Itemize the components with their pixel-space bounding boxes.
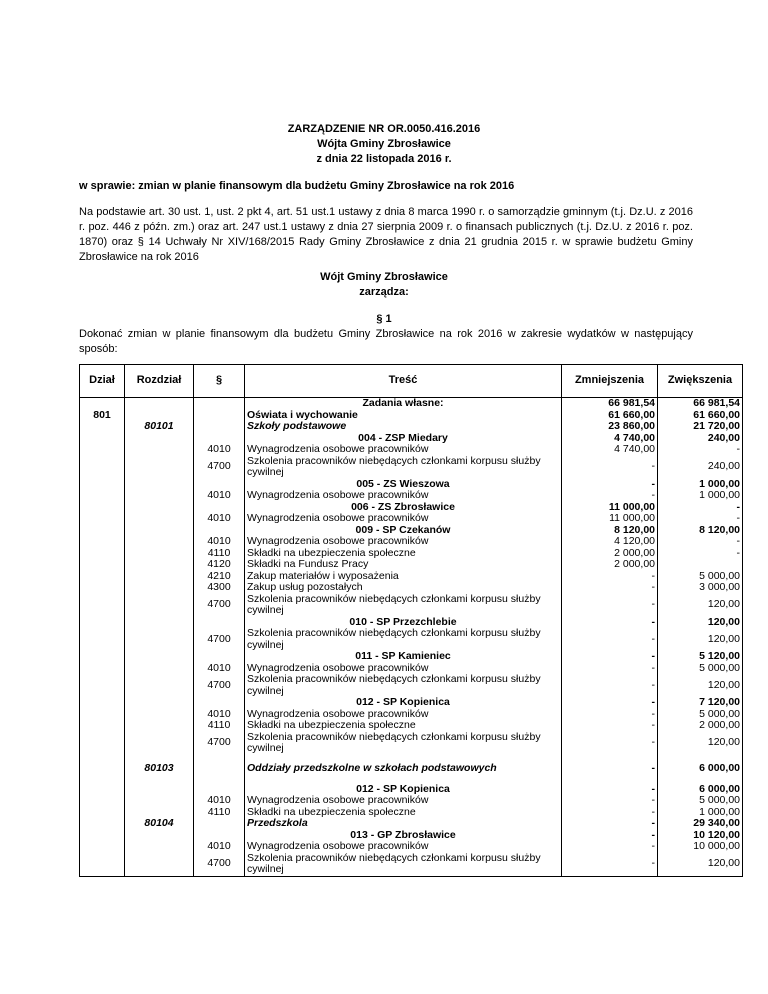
cell-rozdzial <box>125 720 194 732</box>
table-row <box>80 444 743 456</box>
cell-zmniejszenia: 23 860,00 <box>562 421 658 433</box>
table-row <box>80 525 743 537</box>
cell-zmniejszenia: - <box>562 617 658 629</box>
cell-paragraf <box>194 784 245 796</box>
header-dzial: Dział <box>80 365 125 398</box>
cell-tresc: Zadania własne: <box>245 398 562 410</box>
cell-zmniejszenia: - <box>562 709 658 721</box>
cell-zmniejszenia: - <box>562 571 658 583</box>
table-row <box>80 513 743 525</box>
cell-zmniejszenia: - <box>562 663 658 675</box>
table-row <box>80 853 743 877</box>
cell-paragraf <box>194 410 245 422</box>
cell-zwiekszenia: 240,00 <box>658 456 743 479</box>
table-row <box>80 536 743 548</box>
cell-zwiekszenia: 66 981,54 <box>658 398 743 410</box>
cell-tresc: Zakup materiałów i wyposażenia <box>245 571 562 583</box>
cell-dzial <box>80 784 125 796</box>
cell-tresc: Wynagrodzenia osobowe pracowników <box>245 513 562 525</box>
cell-zwiekszenia: 10 000,00 <box>658 841 743 853</box>
cell-tresc: Składki na ubezpieczenia społeczne <box>245 720 562 732</box>
cell-tresc: Składki na Fundusz Pracy <box>245 559 562 571</box>
cell-zwiekszenia: 120,00 <box>658 674 743 697</box>
cell-zwiekszenia: 5 000,00 <box>658 571 743 583</box>
cell-rozdzial <box>125 663 194 675</box>
cell-zwiekszenia: 2 000,00 <box>658 720 743 732</box>
cell-zwiekszenia: 21 720,00 <box>658 421 743 433</box>
cell-zmniejszenia: 8 120,00 <box>562 525 658 537</box>
document-date: z dnia 22 listopada 2016 r. <box>316 153 452 165</box>
cell-dzial <box>80 818 125 830</box>
cell-zmniejszenia: - <box>562 784 658 796</box>
cell-zwiekszenia: 1 000,00 <box>658 490 743 502</box>
cell-dzial: 801 <box>80 410 125 422</box>
cell-dzial <box>80 841 125 853</box>
table-row <box>80 582 743 594</box>
document-title: ZARZĄDZENIE NR OR.0050.416.2016 <box>287 123 481 135</box>
cell-zwiekszenia: - <box>658 444 743 456</box>
cell-zwiekszenia: - <box>658 548 743 560</box>
cell-zwiekszenia: 7 120,00 <box>658 697 743 709</box>
table-row <box>80 628 743 651</box>
cell-paragraf: 4010 <box>194 795 245 807</box>
cell-dzial <box>80 674 125 697</box>
cell-rozdzial <box>125 525 194 537</box>
cell-rozdzial <box>125 709 194 721</box>
cell-paragraf: 4700 <box>194 674 245 697</box>
cell-tresc: Oddziały przedszkolne w szkołach podstawowych <box>245 755 562 784</box>
cell-dzial <box>80 513 125 525</box>
cell-tresc: Szkoły podstawowe <box>245 421 562 433</box>
cell-zwiekszenia: 120,00 <box>658 628 743 651</box>
cell-paragraf <box>194 433 245 445</box>
table-row <box>80 571 743 583</box>
cell-zmniejszenia: - <box>562 651 658 663</box>
table-row <box>80 433 743 445</box>
table-row <box>80 479 743 491</box>
cell-paragraf <box>194 421 245 433</box>
cell-zmniejszenia: 4 740,00 <box>562 433 658 445</box>
cell-zmniejszenia: 2 000,00 <box>562 548 658 560</box>
cell-paragraf: 4010 <box>194 490 245 502</box>
cell-rozdzial <box>125 548 194 560</box>
cell-rozdzial <box>125 433 194 445</box>
cell-paragraf <box>194 525 245 537</box>
table-row <box>80 732 743 755</box>
cell-dzial <box>80 433 125 445</box>
table-row <box>80 456 743 479</box>
table-row <box>80 755 743 784</box>
table-row <box>80 490 743 502</box>
cell-dzial <box>80 444 125 456</box>
header-zwiekszenia: Zwiększenia <box>658 365 743 398</box>
cell-paragraf: 4300 <box>194 582 245 594</box>
cell-zmniejszenia: - <box>562 456 658 479</box>
cell-rozdzial <box>125 398 194 410</box>
header-paragraf: § <box>194 365 245 398</box>
cell-dzial <box>80 594 125 617</box>
cell-rozdzial: 80101 <box>125 421 194 433</box>
cell-rozdzial <box>125 456 194 479</box>
budget-table-body <box>80 398 743 877</box>
table-row <box>80 720 743 732</box>
table-row <box>80 818 743 830</box>
cell-zwiekszenia: 5 120,00 <box>658 651 743 663</box>
cell-tresc: Oświata i wychowanie <box>245 410 562 422</box>
cell-paragraf: 4010 <box>194 513 245 525</box>
table-row <box>80 663 743 675</box>
cell-rozdzial <box>125 830 194 842</box>
cell-rozdzial <box>125 732 194 755</box>
cell-rozdzial <box>125 807 194 819</box>
cell-tresc: Zakup usług pozostałych <box>245 582 562 594</box>
cell-tresc: 012 - SP Kopienica <box>245 697 562 709</box>
orders-line-2: zarządza: <box>359 286 409 298</box>
cell-paragraf <box>194 398 245 410</box>
cell-zmniejszenia: 4 120,00 <box>562 536 658 548</box>
cell-dzial <box>80 732 125 755</box>
table-row <box>80 784 743 796</box>
cell-tresc: Szkolenia pracowników niebędących członkami korpusu służby cywilnej <box>245 732 562 755</box>
document-issuer: Wójta Gminy Zbrosławice <box>317 138 451 150</box>
cell-zmniejszenia: 11 000,00 <box>562 513 658 525</box>
cell-rozdzial <box>125 853 194 877</box>
cell-zwiekszenia: 6 000,00 <box>658 784 743 796</box>
cell-dzial <box>80 479 125 491</box>
cell-dzial <box>80 755 125 784</box>
cell-dzial <box>80 663 125 675</box>
cell-zmniejszenia: 66 981,54 <box>562 398 658 410</box>
cell-paragraf: 4010 <box>194 709 245 721</box>
cell-zwiekszenia: 8 120,00 <box>658 525 743 537</box>
cell-zmniejszenia: 11 000,00 <box>562 502 658 514</box>
cell-dzial <box>80 651 125 663</box>
cell-zwiekszenia: 10 120,00 <box>658 830 743 842</box>
cell-dzial <box>80 536 125 548</box>
cell-tresc: 012 - SP Kopienica <box>245 784 562 796</box>
cell-paragraf <box>194 479 245 491</box>
cell-paragraf <box>194 617 245 629</box>
cell-dzial <box>80 582 125 594</box>
cell-paragraf: 4010 <box>194 444 245 456</box>
header-zmniejszenia: Zmniejszenia <box>562 365 658 398</box>
cell-rozdzial <box>125 559 194 571</box>
cell-tresc: Szkolenia pracowników niebędących członkami korpusu służby cywilnej <box>245 594 562 617</box>
cell-paragraf: 4700 <box>194 628 245 651</box>
cell-paragraf: 4700 <box>194 594 245 617</box>
cell-dzial <box>80 807 125 819</box>
cell-zmniejszenia: - <box>562 818 658 830</box>
cell-rozdzial <box>125 479 194 491</box>
cell-paragraf: 4210 <box>194 571 245 583</box>
table-row <box>80 795 743 807</box>
header-rozdzial: Rozdział <box>125 365 194 398</box>
cell-zmniejszenia: - <box>562 697 658 709</box>
cell-zmniejszenia: - <box>562 795 658 807</box>
cell-tresc: 004 - ZSP Miedary <box>245 433 562 445</box>
cell-dzial <box>80 525 125 537</box>
table-row <box>80 830 743 842</box>
cell-dzial <box>80 456 125 479</box>
cell-zmniejszenia: - <box>562 755 658 784</box>
header-tresc: Treść <box>245 365 562 398</box>
paragraph-number: § 1 <box>376 313 392 325</box>
cell-zmniejszenia: - <box>562 807 658 819</box>
orders-line-1: Wójt Gminy Zbrosławice <box>320 271 448 283</box>
cell-dzial <box>80 709 125 721</box>
cell-zwiekszenia: 61 660,00 <box>658 410 743 422</box>
cell-paragraf <box>194 697 245 709</box>
cell-rozdzial <box>125 594 194 617</box>
cell-zmniejszenia: - <box>562 841 658 853</box>
cell-zmniejszenia: - <box>562 853 658 877</box>
cell-dzial <box>80 830 125 842</box>
cell-paragraf: 4700 <box>194 853 245 877</box>
orders-block <box>0 270 768 300</box>
table-row <box>80 617 743 629</box>
cell-tresc: Wynagrodzenia osobowe pracowników <box>245 841 562 853</box>
table-row <box>80 674 743 697</box>
cell-zwiekszenia: - <box>658 513 743 525</box>
cell-paragraf: 4110 <box>194 548 245 560</box>
table-row <box>80 548 743 560</box>
cell-rozdzial <box>125 795 194 807</box>
cell-tresc: 005 - ZS Wieszowa <box>245 479 562 491</box>
cell-dzial <box>80 720 125 732</box>
cell-zwiekszenia <box>658 559 743 571</box>
cell-rozdzial <box>125 674 194 697</box>
cell-zmniejszenia: - <box>562 628 658 651</box>
cell-zmniejszenia: 61 660,00 <box>562 410 658 422</box>
cell-zwiekszenia: 29 340,00 <box>658 818 743 830</box>
cell-tresc: 010 - SP Przezchlebie <box>245 617 562 629</box>
cell-paragraf <box>194 502 245 514</box>
cell-zwiekszenia: 120,00 <box>658 594 743 617</box>
intro-text: Dokonać zmian w planie finansowym dla budżetu Gminy Zbrosławice na rok 2016 w zakresie wydatków w następujący sposób: <box>79 328 693 355</box>
cell-tresc: Wynagrodzenia osobowe pracowników <box>245 536 562 548</box>
cell-zmniejszenia: - <box>562 582 658 594</box>
cell-rozdzial <box>125 784 194 796</box>
cell-tresc: Szkolenia pracowników niebędących członkami korpusu służby cywilnej <box>245 853 562 877</box>
table-row <box>80 709 743 721</box>
cell-paragraf: 4110 <box>194 720 245 732</box>
table-header-row <box>80 365 743 398</box>
cell-paragraf: 4010 <box>194 536 245 548</box>
table-row <box>80 559 743 571</box>
cell-zmniejszenia: 4 740,00 <box>562 444 658 456</box>
table-row <box>80 410 743 422</box>
cell-rozdzial <box>125 841 194 853</box>
cell-rozdzial <box>125 582 194 594</box>
table-row <box>80 398 743 410</box>
cell-rozdzial <box>125 536 194 548</box>
cell-tresc: Składki na ubezpieczenia społeczne <box>245 807 562 819</box>
cell-rozdzial <box>125 502 194 514</box>
table-row <box>80 841 743 853</box>
cell-paragraf <box>194 818 245 830</box>
cell-dzial <box>80 421 125 433</box>
cell-paragraf <box>194 755 245 784</box>
cell-dzial <box>80 697 125 709</box>
cell-dzial <box>80 559 125 571</box>
cell-rozdzial <box>125 513 194 525</box>
cell-dzial <box>80 853 125 877</box>
cell-rozdzial <box>125 410 194 422</box>
cell-tresc: Wynagrodzenia osobowe pracowników <box>245 663 562 675</box>
cell-dzial <box>80 502 125 514</box>
table-row <box>80 697 743 709</box>
cell-zwiekszenia: 5 000,00 <box>658 663 743 675</box>
cell-zwiekszenia: - <box>658 536 743 548</box>
cell-rozdzial: 80103 <box>125 755 194 784</box>
table-row <box>80 807 743 819</box>
cell-dzial <box>80 617 125 629</box>
cell-rozdzial <box>125 628 194 651</box>
cell-paragraf <box>194 830 245 842</box>
cell-dzial <box>80 398 125 410</box>
cell-rozdzial <box>125 651 194 663</box>
cell-paragraf: 4700 <box>194 732 245 755</box>
cell-rozdzial <box>125 617 194 629</box>
cell-zwiekszenia: 240,00 <box>658 433 743 445</box>
cell-rozdzial <box>125 571 194 583</box>
cell-zmniejszenia: - <box>562 830 658 842</box>
cell-zmniejszenia: - <box>562 674 658 697</box>
cell-zmniejszenia: - <box>562 594 658 617</box>
cell-tresc: Wynagrodzenia osobowe pracowników <box>245 444 562 456</box>
cell-zwiekszenia: - <box>658 502 743 514</box>
cell-tresc: 006 - ZS Zbrosławice <box>245 502 562 514</box>
legal-basis: Na podstawie art. 30 ust. 1, ust. 2 pkt 4, art. 51 ust.1 ustawy z dnia 8 marca 1990 r. o samorządzie gminnym (t.j. Dz.U. z 2016 r. poz. 446 z późn. zm.) oraz art. 247 ust.1 ustawy z dnia 27 sierpnia 2009 r. o finansach publicznych (t.j. Dz.U. z 2016 r. poz. 1870) oraz § 14 Uchwały Nr XIV/168/2015 Rady Gminy Zbrosławice z dnia 21 grudnia 2015 r. w sprawie budżetu Gminy Zbrosławice na rok 2016 <box>79 206 693 263</box>
cell-rozdzial <box>125 490 194 502</box>
cell-dzial <box>80 628 125 651</box>
document-header <box>0 122 768 167</box>
cell-tresc: Przedszkola <box>245 818 562 830</box>
cell-zwiekszenia: 120,00 <box>658 853 743 877</box>
cell-zwiekszenia: 1 000,00 <box>658 807 743 819</box>
cell-zmniejszenia: - <box>562 490 658 502</box>
cell-tresc: Szkolenia pracowników niebędących członkami korpusu służby cywilnej <box>245 628 562 651</box>
cell-dzial <box>80 571 125 583</box>
cell-rozdzial: 80104 <box>125 818 194 830</box>
cell-dzial <box>80 548 125 560</box>
cell-zmniejszenia: - <box>562 732 658 755</box>
cell-paragraf: 4120 <box>194 559 245 571</box>
cell-tresc: Szkolenia pracowników niebędących członkami korpusu służby cywilnej <box>245 456 562 479</box>
cell-zmniejszenia: - <box>562 720 658 732</box>
cell-tresc: 009 - SP Czekanów <box>245 525 562 537</box>
cell-tresc: Składki na ubezpieczenia społeczne <box>245 548 562 560</box>
cell-tresc: Wynagrodzenia osobowe pracowników <box>245 795 562 807</box>
cell-tresc: Wynagrodzenia osobowe pracowników <box>245 709 562 721</box>
table-row <box>80 421 743 433</box>
table-row <box>80 594 743 617</box>
cell-dzial <box>80 490 125 502</box>
cell-paragraf <box>194 651 245 663</box>
cell-tresc: Szkolenia pracowników niebędących członkami korpusu służby cywilnej <box>245 674 562 697</box>
cell-tresc: Wynagrodzenia osobowe pracowników <box>245 490 562 502</box>
cell-zmniejszenia: - <box>562 479 658 491</box>
cell-paragraf: 4110 <box>194 807 245 819</box>
cell-paragraf: 4010 <box>194 841 245 853</box>
cell-dzial <box>80 795 125 807</box>
cell-zwiekszenia: 5 000,00 <box>658 795 743 807</box>
budget-table <box>79 364 743 877</box>
cell-zwiekszenia: 3 000,00 <box>658 582 743 594</box>
cell-zwiekszenia: 6 000,00 <box>658 755 743 784</box>
cell-tresc: 011 - SP Kamieniec <box>245 651 562 663</box>
cell-zmniejszenia: 2 000,00 <box>562 559 658 571</box>
table-row <box>80 651 743 663</box>
cell-rozdzial <box>125 444 194 456</box>
cell-rozdzial <box>125 697 194 709</box>
cell-tresc: 013 - GP Zbrosławice <box>245 830 562 842</box>
table-row <box>80 502 743 514</box>
cell-zwiekszenia: 5 000,00 <box>658 709 743 721</box>
cell-zwiekszenia: 1 000,00 <box>658 479 743 491</box>
cell-zwiekszenia: 120,00 <box>658 617 743 629</box>
cell-paragraf: 4700 <box>194 456 245 479</box>
cell-zwiekszenia: 120,00 <box>658 732 743 755</box>
cell-paragraf: 4010 <box>194 663 245 675</box>
document-subject: w sprawie: zmian w planie finansowym dla budżetu Gminy Zbrosławice na rok 2016 <box>79 180 515 192</box>
